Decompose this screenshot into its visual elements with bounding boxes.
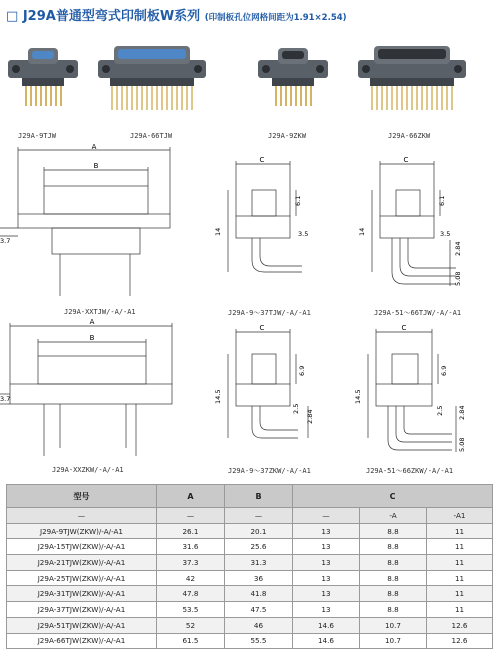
dim-6-1: 6.1 [294, 195, 302, 206]
dim-3-5: 3.5 [298, 230, 309, 238]
dim-c: C [259, 156, 265, 164]
dim-6-9: 6.9 [298, 365, 306, 376]
dim-14: 14 [358, 227, 366, 236]
dim-5-08: 5.08 [454, 271, 462, 286]
table-cell: J29A-37TJW(ZKW)/-A/-A1 [7, 602, 157, 618]
dim-5-08: 5.08 [458, 437, 466, 452]
table-cell: 61.5 [157, 633, 225, 649]
table-cell: 20.1 [225, 523, 293, 539]
table-cell: — [7, 508, 157, 524]
table-cell: J29A-66TJW(ZKW)/-A/-A1 [7, 633, 157, 649]
title-sub: (印制板孔位网格间距为1.91×2.54) [204, 13, 347, 23]
table-row [7, 633, 493, 649]
table-cell: 11 [427, 570, 493, 586]
table-cell: 55.5 [225, 633, 293, 649]
table-row [7, 523, 493, 539]
square-bullet-icon: □ [6, 9, 19, 24]
dim-14-5: 14.5 [214, 389, 222, 404]
drawing-caption-5: J29A-9～37ZKW/-A/-A1 [228, 467, 311, 475]
drawing-caption-6: J29A-51～66ZKW/-A/-A1 [366, 467, 454, 475]
table-row [7, 602, 493, 618]
table-cell: 11 [427, 539, 493, 555]
table-header-row [7, 485, 493, 508]
table-cell: 13 [293, 523, 360, 539]
table-cell: 8.8 [360, 555, 427, 571]
table-cell: 46 [225, 617, 293, 633]
header-model: 型号 [7, 485, 157, 508]
drawing-caption-3: J29A-51～66TJW/-A/-A1 [374, 309, 462, 317]
drawing-side-zkw-large [352, 324, 472, 464]
dim-b: B [89, 334, 95, 342]
dim-2-84: 2.84 [458, 405, 466, 420]
dim-3-7: 3.7 [0, 237, 11, 245]
table-cell: 13 [293, 570, 360, 586]
dim-2-84: 2.84 [454, 241, 462, 256]
dim-2-5: 2.5 [292, 403, 300, 414]
drawing-caption-2: J29A-9～37TJW/-A/-A1 [228, 309, 311, 317]
table-cell: J29A-51TJW(ZKW)/-A/-A1 [7, 617, 157, 633]
table-cell: 10.7 [360, 617, 427, 633]
table-row [7, 586, 493, 602]
connector-photo-9zkw [256, 40, 332, 120]
table-cell: 41.8 [225, 586, 293, 602]
table-cell: 11 [427, 586, 493, 602]
table-cell: — [293, 508, 360, 524]
dim-3-7: 3.7 [0, 395, 11, 403]
table-cell: 13 [293, 586, 360, 602]
drawing-side-tjw-small [212, 156, 312, 306]
table-cell: J29A-31TJW(ZKW)/-A/-A1 [7, 586, 157, 602]
dim-14-5: 14.5 [354, 389, 362, 404]
spec-table [6, 484, 493, 649]
table-cell: — [157, 508, 225, 524]
table-cell: 53.5 [157, 602, 225, 618]
table-cell: 14.6 [293, 633, 360, 649]
drawing-side-zkw-small [212, 324, 312, 464]
table-cell: 31.3 [225, 555, 293, 571]
page-title [6, 5, 347, 24]
header-b: B [225, 485, 293, 508]
table-cell: -A [360, 508, 427, 524]
table-cell: 47.8 [157, 586, 225, 602]
dim-6-1: 6.1 [438, 195, 446, 206]
drawing-caption-1: J29A-XXTJW/-A/-A1 [64, 308, 136, 316]
dim-a: A [91, 143, 97, 151]
table-cell: 12.6 [427, 633, 493, 649]
table-cell: 8.8 [360, 539, 427, 555]
connector-photo-9tjw [6, 40, 82, 120]
table-cell: -A1 [427, 508, 493, 524]
dim-a: A [89, 318, 95, 326]
photo-caption-2: J29A-66TJW [130, 132, 173, 140]
drawing-side-tjw-large [356, 156, 466, 306]
table-cell: 10.7 [360, 633, 427, 649]
table-row [7, 617, 493, 633]
table-cell: 47.5 [225, 602, 293, 618]
dim-3-5: 3.5 [440, 230, 451, 238]
table-cell: 11 [427, 523, 493, 539]
dim-2-5: 2.5 [436, 405, 444, 416]
dim-c: C [403, 156, 409, 164]
table-cell: 13 [293, 555, 360, 571]
dim-b: B [93, 162, 99, 170]
table-cell: 13 [293, 602, 360, 618]
table-cell: 25.6 [225, 539, 293, 555]
dim-2-84: 2.84 [306, 409, 314, 424]
header-c: C [293, 485, 493, 508]
connector-photo-66tjw [96, 40, 208, 120]
table-cell: J29A-15TJW(ZKW)/-A/-A1 [7, 539, 157, 555]
table-cell: 8.8 [360, 570, 427, 586]
table-cell: 52 [157, 617, 225, 633]
table-cell: 31.6 [157, 539, 225, 555]
table-cell: 12.6 [427, 617, 493, 633]
dim-14: 14 [214, 227, 222, 236]
table-cell: 11 [427, 602, 493, 618]
table-row [7, 570, 493, 586]
dim-c: C [259, 324, 265, 332]
connector-photo-66zkw [356, 40, 468, 120]
drawing-caption-4: J29A-XXZKW/-A/-A1 [52, 466, 124, 474]
table-cell: — [225, 508, 293, 524]
table-cell: 42 [157, 570, 225, 586]
photo-caption-4: J29A-66ZKW [388, 132, 431, 140]
table-cell: J29A-21TJW(ZKW)/-A/-A1 [7, 555, 157, 571]
table-cell: 8.8 [360, 523, 427, 539]
table-cell: 14.6 [293, 617, 360, 633]
dim-c: C [401, 324, 407, 332]
drawing-front-zkw [0, 316, 180, 466]
photo-caption-1: J29A-9TJW [18, 132, 56, 140]
table-cell: 26.1 [157, 523, 225, 539]
table-cell: 8.8 [360, 586, 427, 602]
photo-caption-3: J29A-9ZKW [268, 132, 306, 140]
drawing-front-tjw [0, 144, 180, 304]
table-cell: J29A-25TJW(ZKW)/-A/-A1 [7, 570, 157, 586]
title-main: J29A普通型弯式印制板W系列 [22, 9, 201, 24]
dim-6-9: 6.9 [440, 365, 448, 376]
table-cell: 37.3 [157, 555, 225, 571]
header-a: A [157, 485, 225, 508]
table-cell: 11 [427, 555, 493, 571]
table-cell: J29A-9TJW(ZKW)/-A/-A1 [7, 523, 157, 539]
table-cell: 36 [225, 570, 293, 586]
table-row [7, 555, 493, 571]
table-cell: 13 [293, 539, 360, 555]
table-cell: 8.8 [360, 602, 427, 618]
table-subheader-row [7, 508, 493, 524]
table-row [7, 539, 493, 555]
